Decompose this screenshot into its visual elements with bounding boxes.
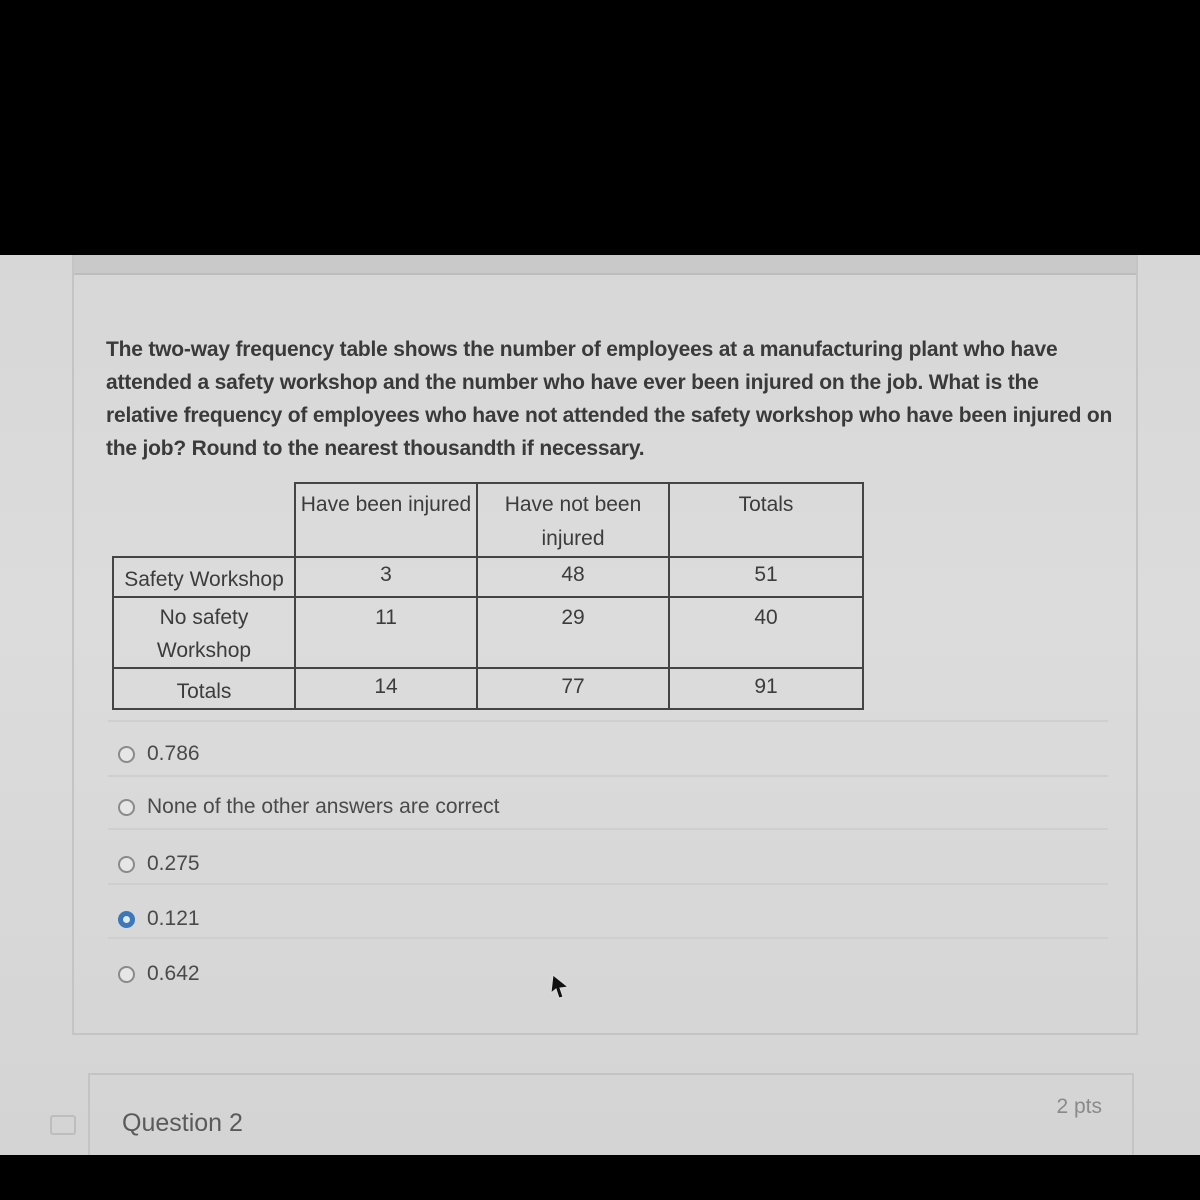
answer-option-0786[interactable]: [118, 742, 200, 766]
answer-divider: [108, 775, 1108, 777]
question-card: [72, 255, 1138, 1035]
flag-question-icon[interactable]: [50, 1115, 76, 1135]
answer-option-0275[interactable]: [118, 852, 200, 876]
table-cell: 77: [477, 668, 669, 709]
answer-option-0642[interactable]: [118, 962, 200, 986]
answer-divider: [108, 720, 1108, 722]
frequency-table: [112, 482, 864, 710]
answer-label: 0.642: [147, 962, 200, 985]
answer-divider: [108, 937, 1108, 939]
question-2-card: [88, 1073, 1134, 1155]
row-label-no-safety-workshop: No safety Workshop: [113, 597, 295, 668]
table-cell: 40: [669, 597, 863, 668]
radio-button-selected[interactable]: [118, 911, 135, 928]
answer-label: 0.275: [147, 852, 200, 875]
row-label-totals: Totals: [113, 668, 295, 709]
question-text: The two-way frequency table shows the number of employees at a manufacturing plant who have attended a safety workshop and the number who have ever been injured on the job. What is the relative frequency of employees who have not attended the safety workshop who have been injured on the job? Round to the nearest thousandth if necessary.: [106, 338, 1113, 460]
answer-option-none-correct[interactable]: [118, 795, 500, 819]
table-row: [113, 597, 863, 668]
table-cell: 91: [669, 668, 863, 709]
quiz-screen: [0, 255, 1200, 1155]
table-row: [113, 557, 863, 597]
answer-divider: [108, 828, 1108, 830]
header-totals: Totals: [669, 483, 863, 557]
table-cell: 48: [477, 557, 669, 597]
table-cell: 51: [669, 557, 863, 597]
table-cell: 29: [477, 597, 669, 668]
table-corner-cell: [113, 483, 295, 557]
answer-label: 0.121: [147, 907, 200, 930]
radio-button[interactable]: [118, 746, 135, 763]
row-label-safety-workshop: Safety Workshop: [113, 557, 295, 597]
answer-label: 0.786: [147, 742, 200, 765]
table-row: [113, 668, 863, 709]
table-header-row: [113, 483, 863, 557]
radio-button[interactable]: [118, 799, 135, 816]
answer-option-0121[interactable]: [118, 907, 200, 931]
question-2-title: Question 2: [122, 1109, 243, 1137]
card-header-band: [74, 255, 1136, 275]
mouse-cursor-icon: [548, 971, 572, 1001]
radio-button[interactable]: [118, 966, 135, 983]
question-2-points: 2 pts: [1056, 1095, 1102, 1118]
answer-label: None of the other answers are correct: [147, 795, 500, 818]
table-cell: 3: [295, 557, 477, 597]
header-have-not-been-injured: Have not been injured: [477, 483, 669, 557]
table-cell: 14: [295, 668, 477, 709]
radio-button[interactable]: [118, 856, 135, 873]
header-have-been-injured: Have been injured: [295, 483, 477, 557]
answer-divider: [108, 883, 1108, 885]
table-cell: 11: [295, 597, 477, 668]
